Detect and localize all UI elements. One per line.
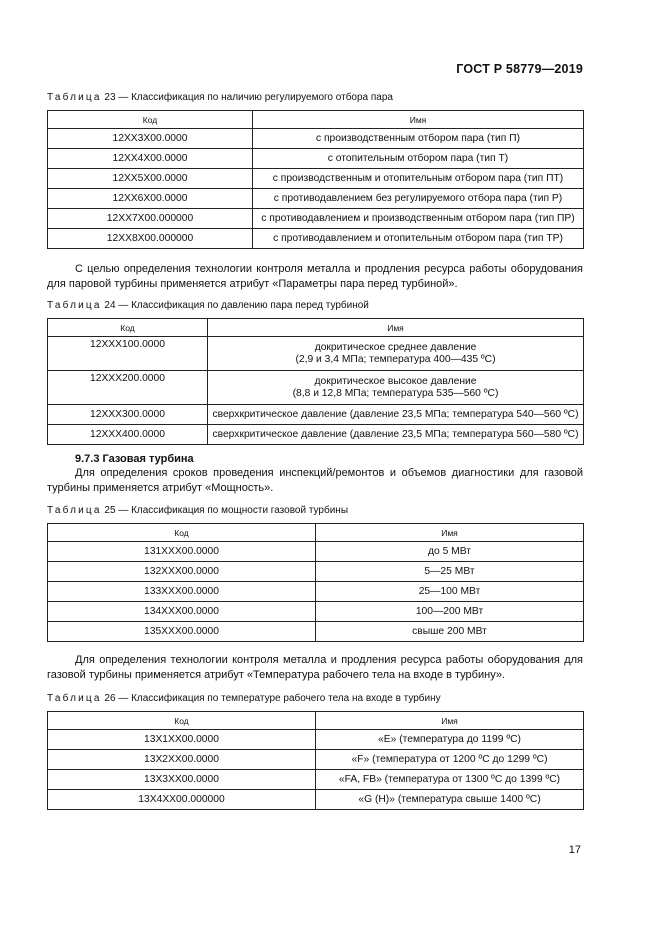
table-header-row: [48, 524, 584, 542]
cell-name: [208, 337, 584, 371]
cell-code: 13X1XX00.0000: [48, 730, 316, 750]
cell-name: «F» (температура от 1200 ºС до 1299 ºС): [316, 750, 584, 770]
cell-code: 12XX3X00.0000: [48, 129, 253, 149]
caption-title: — Классификация по наличию регулируемого отбора пара: [118, 92, 393, 103]
cell-name: с производственным и отопительным отбором пара (тип ПТ): [253, 169, 584, 189]
page-number: 17: [568, 844, 581, 856]
cell-code: 12XXX400.0000: [48, 425, 208, 445]
table-row: [48, 229, 584, 249]
column-header-name: Имя: [316, 712, 584, 730]
caption-prefix: Таблица: [47, 505, 102, 516]
caption-number: 24: [104, 300, 116, 311]
table-row: [48, 169, 584, 189]
cell-name: «FA, FB» (температура от 1300 ºС до 1399 ºС): [316, 770, 584, 790]
caption-title: — Классификация по температуре рабочего тела на входе в турбину: [118, 693, 441, 704]
cell-code: 13X4XX00.000000: [48, 790, 316, 810]
paragraph-power: Для определения сроков проведения инспекций/ремонтов и объемов диагностики для газовой турбины применяется атрибут «Мощность».: [47, 467, 583, 494]
table-row: [48, 371, 584, 405]
cell-code: 12XX6X00.0000: [48, 189, 253, 209]
table-24-caption: [47, 300, 369, 312]
cell-code: 12XX8X00.000000: [48, 229, 253, 249]
cell-code: 132XXX00.0000: [48, 562, 316, 582]
cell-code: 13X2XX00.0000: [48, 750, 316, 770]
cell-code: 12XXX200.0000: [48, 371, 208, 405]
caption-title: — Классификация по давлению пара перед турбиной: [118, 300, 369, 311]
table-row: [48, 405, 584, 425]
table-row: [48, 562, 584, 582]
caption-number: 23: [104, 92, 116, 103]
caption-title: — Классификация по мощности газовой турбины: [118, 505, 349, 516]
table-23: [47, 110, 584, 249]
table-row: [48, 149, 584, 169]
cell-code: 12XX5X00.0000: [48, 169, 253, 189]
table-row: [48, 790, 584, 810]
cell-name-line: докритическое высокое давление: [314, 375, 477, 387]
caption-number: 26: [104, 693, 116, 704]
cell-code: 13X3XX00.0000: [48, 770, 316, 790]
column-header-code: Код: [48, 524, 316, 542]
cell-name-line: (2,9 и 3,4 МПа; температура 400—435 ºС): [295, 353, 496, 365]
cell-name-line: докритическое среднее давление: [314, 341, 477, 353]
table-header-row: [48, 111, 584, 129]
table-header-row: [48, 712, 584, 730]
table-23-caption: [47, 92, 393, 104]
table-26-caption: [47, 693, 441, 705]
table-row: [48, 129, 584, 149]
cell-name: с противодавлением без регулируемого отбора пара (тип Р): [253, 189, 584, 209]
column-header-code: Код: [48, 111, 253, 129]
section-heading: 9.7.3 Газовая турбина: [75, 453, 194, 465]
table-header-row: [48, 319, 584, 337]
cell-code: 134XXX00.0000: [48, 602, 316, 622]
caption-prefix: Таблица: [47, 300, 102, 311]
cell-code: 12XXX100.0000: [48, 337, 208, 371]
table-25-caption: [47, 505, 348, 517]
cell-name: «G (H)» (температура свыше 1400 ºС): [316, 790, 584, 810]
table-row: [48, 602, 584, 622]
cell-name: с противодавлением и производственным отбором пара (тип ПР): [253, 209, 584, 229]
table-24: [47, 318, 584, 445]
cell-name: с противодавлением и отопительным отбором пара (тип ТР): [253, 229, 584, 249]
cell-name: с отопительным отбором пара (тип Т): [253, 149, 584, 169]
cell-code: 12XXX300.0000: [48, 405, 208, 425]
standard-number: ГОСТ Р 58779—2019: [456, 62, 583, 76]
table-row: [48, 770, 584, 790]
paragraph-inlet-temp: Для определения технологии контроля металла и продления ресурса работы оборудования для газовой турбины применяется атрибут «Температура рабочего тела на входе в турбину».: [47, 654, 583, 681]
table-row: [48, 622, 584, 642]
column-header-code: Код: [48, 319, 208, 337]
cell-name: 5—25 МВт: [316, 562, 584, 582]
table-26: [47, 711, 584, 810]
cell-name: сверхкритическое давление (давление 23,5 МПа; температура 560—580 ºС): [208, 425, 584, 445]
cell-code: 133XXX00.0000: [48, 582, 316, 602]
table-row: [48, 542, 584, 562]
cell-name: свыше 200 МВт: [316, 622, 584, 642]
cell-code: 12XX4X00.0000: [48, 149, 253, 169]
table-25: [47, 523, 584, 642]
cell-name: с производственным отбором пара (тип П): [253, 129, 584, 149]
cell-name: до 5 МВт: [316, 542, 584, 562]
table-row: [48, 750, 584, 770]
cell-name: сверхкритическое давление (давление 23,5 МПа; температура 540—560 ºС): [208, 405, 584, 425]
cell-name-line: (8,8 и 12,8 МПа; температура 535—560 ºС): [292, 387, 499, 399]
paragraph-steam-params: С целью определения технологии контроля металла и продления ресурса работы оборудования для паровой турбины применяется атрибут «Параметры пара перед турбиной».: [47, 263, 583, 290]
table-row: [48, 209, 584, 229]
caption-prefix: Таблица: [47, 92, 102, 103]
table-row: [48, 189, 584, 209]
cell-name: [208, 371, 584, 405]
column-header-name: Имя: [316, 524, 584, 542]
cell-code: 131XXX00.0000: [48, 542, 316, 562]
table-row: [48, 582, 584, 602]
cell-name: 25—100 МВт: [316, 582, 584, 602]
column-header-name: Имя: [208, 319, 584, 337]
caption-number: 25: [104, 505, 116, 516]
cell-code: 12XX7X00.000000: [48, 209, 253, 229]
cell-name: 100—200 МВт: [316, 602, 584, 622]
cell-code: 135XXX00.0000: [48, 622, 316, 642]
column-header-code: Код: [48, 712, 316, 730]
column-header-name: Имя: [253, 111, 584, 129]
cell-name: «E» (температура до 1199 ºС): [316, 730, 584, 750]
table-row: [48, 337, 584, 371]
caption-prefix: Таблица: [47, 693, 102, 704]
table-row: [48, 425, 584, 445]
table-row: [48, 730, 584, 750]
